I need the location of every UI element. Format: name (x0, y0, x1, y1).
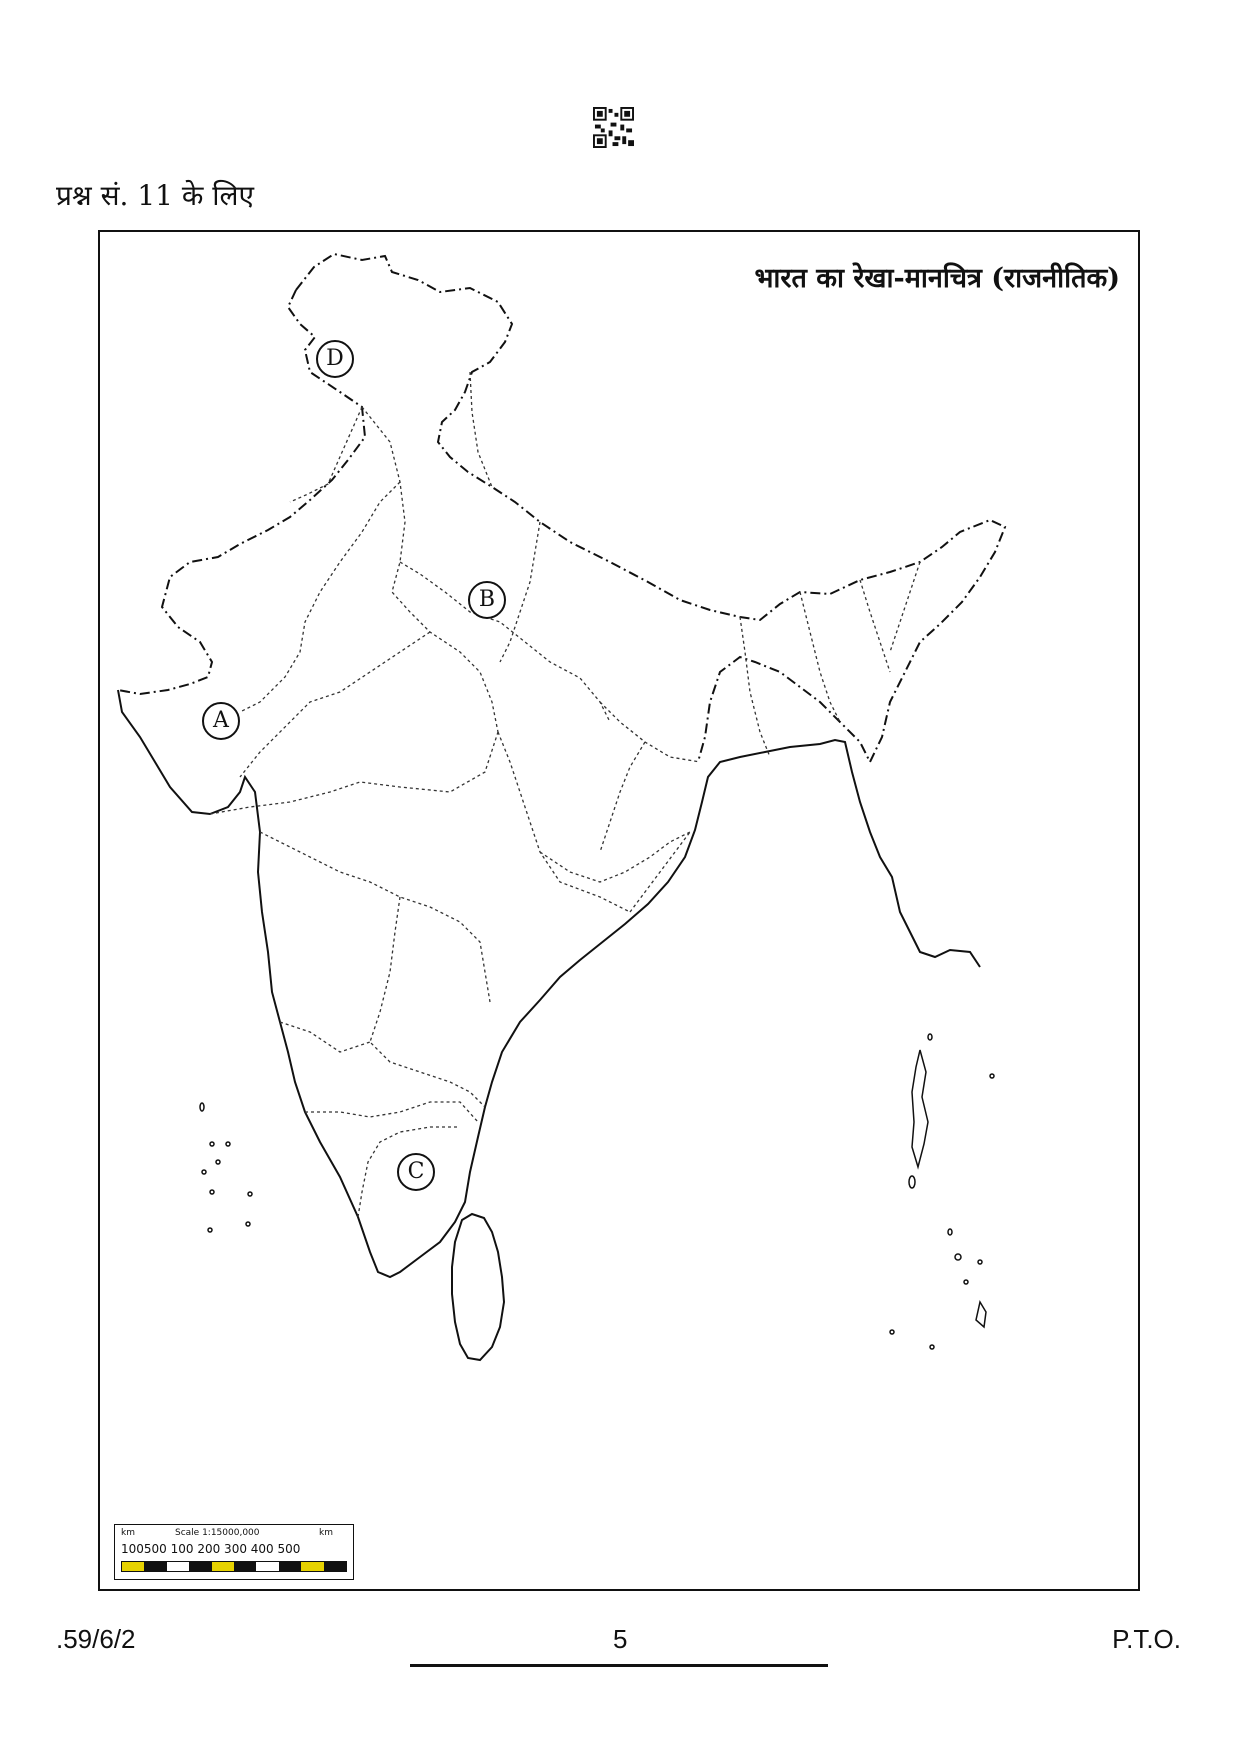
marker-c: C (397, 1153, 435, 1191)
scale-segment (256, 1562, 278, 1571)
scale-title: Scale 1:15000,000 (175, 1528, 260, 1538)
scale-unit-left: km (121, 1528, 135, 1538)
coastline (118, 690, 980, 1277)
scale-bar-segments (121, 1561, 347, 1572)
marker-a: A (202, 702, 240, 740)
scale-segment (324, 1562, 346, 1571)
scale-segment (167, 1562, 189, 1571)
andaman-nicobar-islands (890, 1034, 994, 1349)
pto-label: P.T.O. (1112, 1624, 1181, 1654)
sri-lanka-outline (452, 1214, 504, 1360)
marker-d: D (316, 340, 354, 378)
footer-rule (410, 1664, 828, 1667)
scale-segment (189, 1562, 211, 1571)
india-outline-map (100, 232, 1138, 1589)
scale-ticks: 100500 100 200 300 400 500 (121, 1542, 301, 1556)
paper-code: .59/6/2 (56, 1624, 136, 1654)
scale-segment (122, 1562, 144, 1571)
scale-segment (301, 1562, 323, 1571)
scale-segment (212, 1562, 234, 1571)
qr-code-icon (593, 107, 634, 148)
state-boundaries (210, 372, 920, 1217)
scale-segment (144, 1562, 166, 1571)
map-title: भारत का रेखा-मानचित्र (राजनीतिक) (754, 263, 1120, 294)
scale-unit-right: km (319, 1528, 333, 1538)
scale-segment (279, 1562, 301, 1571)
marker-b: B (468, 581, 506, 619)
page-number: 5 (613, 1624, 628, 1654)
map-frame (98, 230, 1140, 1591)
international-border (296, 254, 1005, 762)
lakshadweep-islands (200, 1103, 252, 1232)
scale-bar (114, 1524, 354, 1580)
scale-segment (234, 1562, 256, 1571)
question-label: प्रश्न सं. 11 के लिए (56, 179, 255, 212)
